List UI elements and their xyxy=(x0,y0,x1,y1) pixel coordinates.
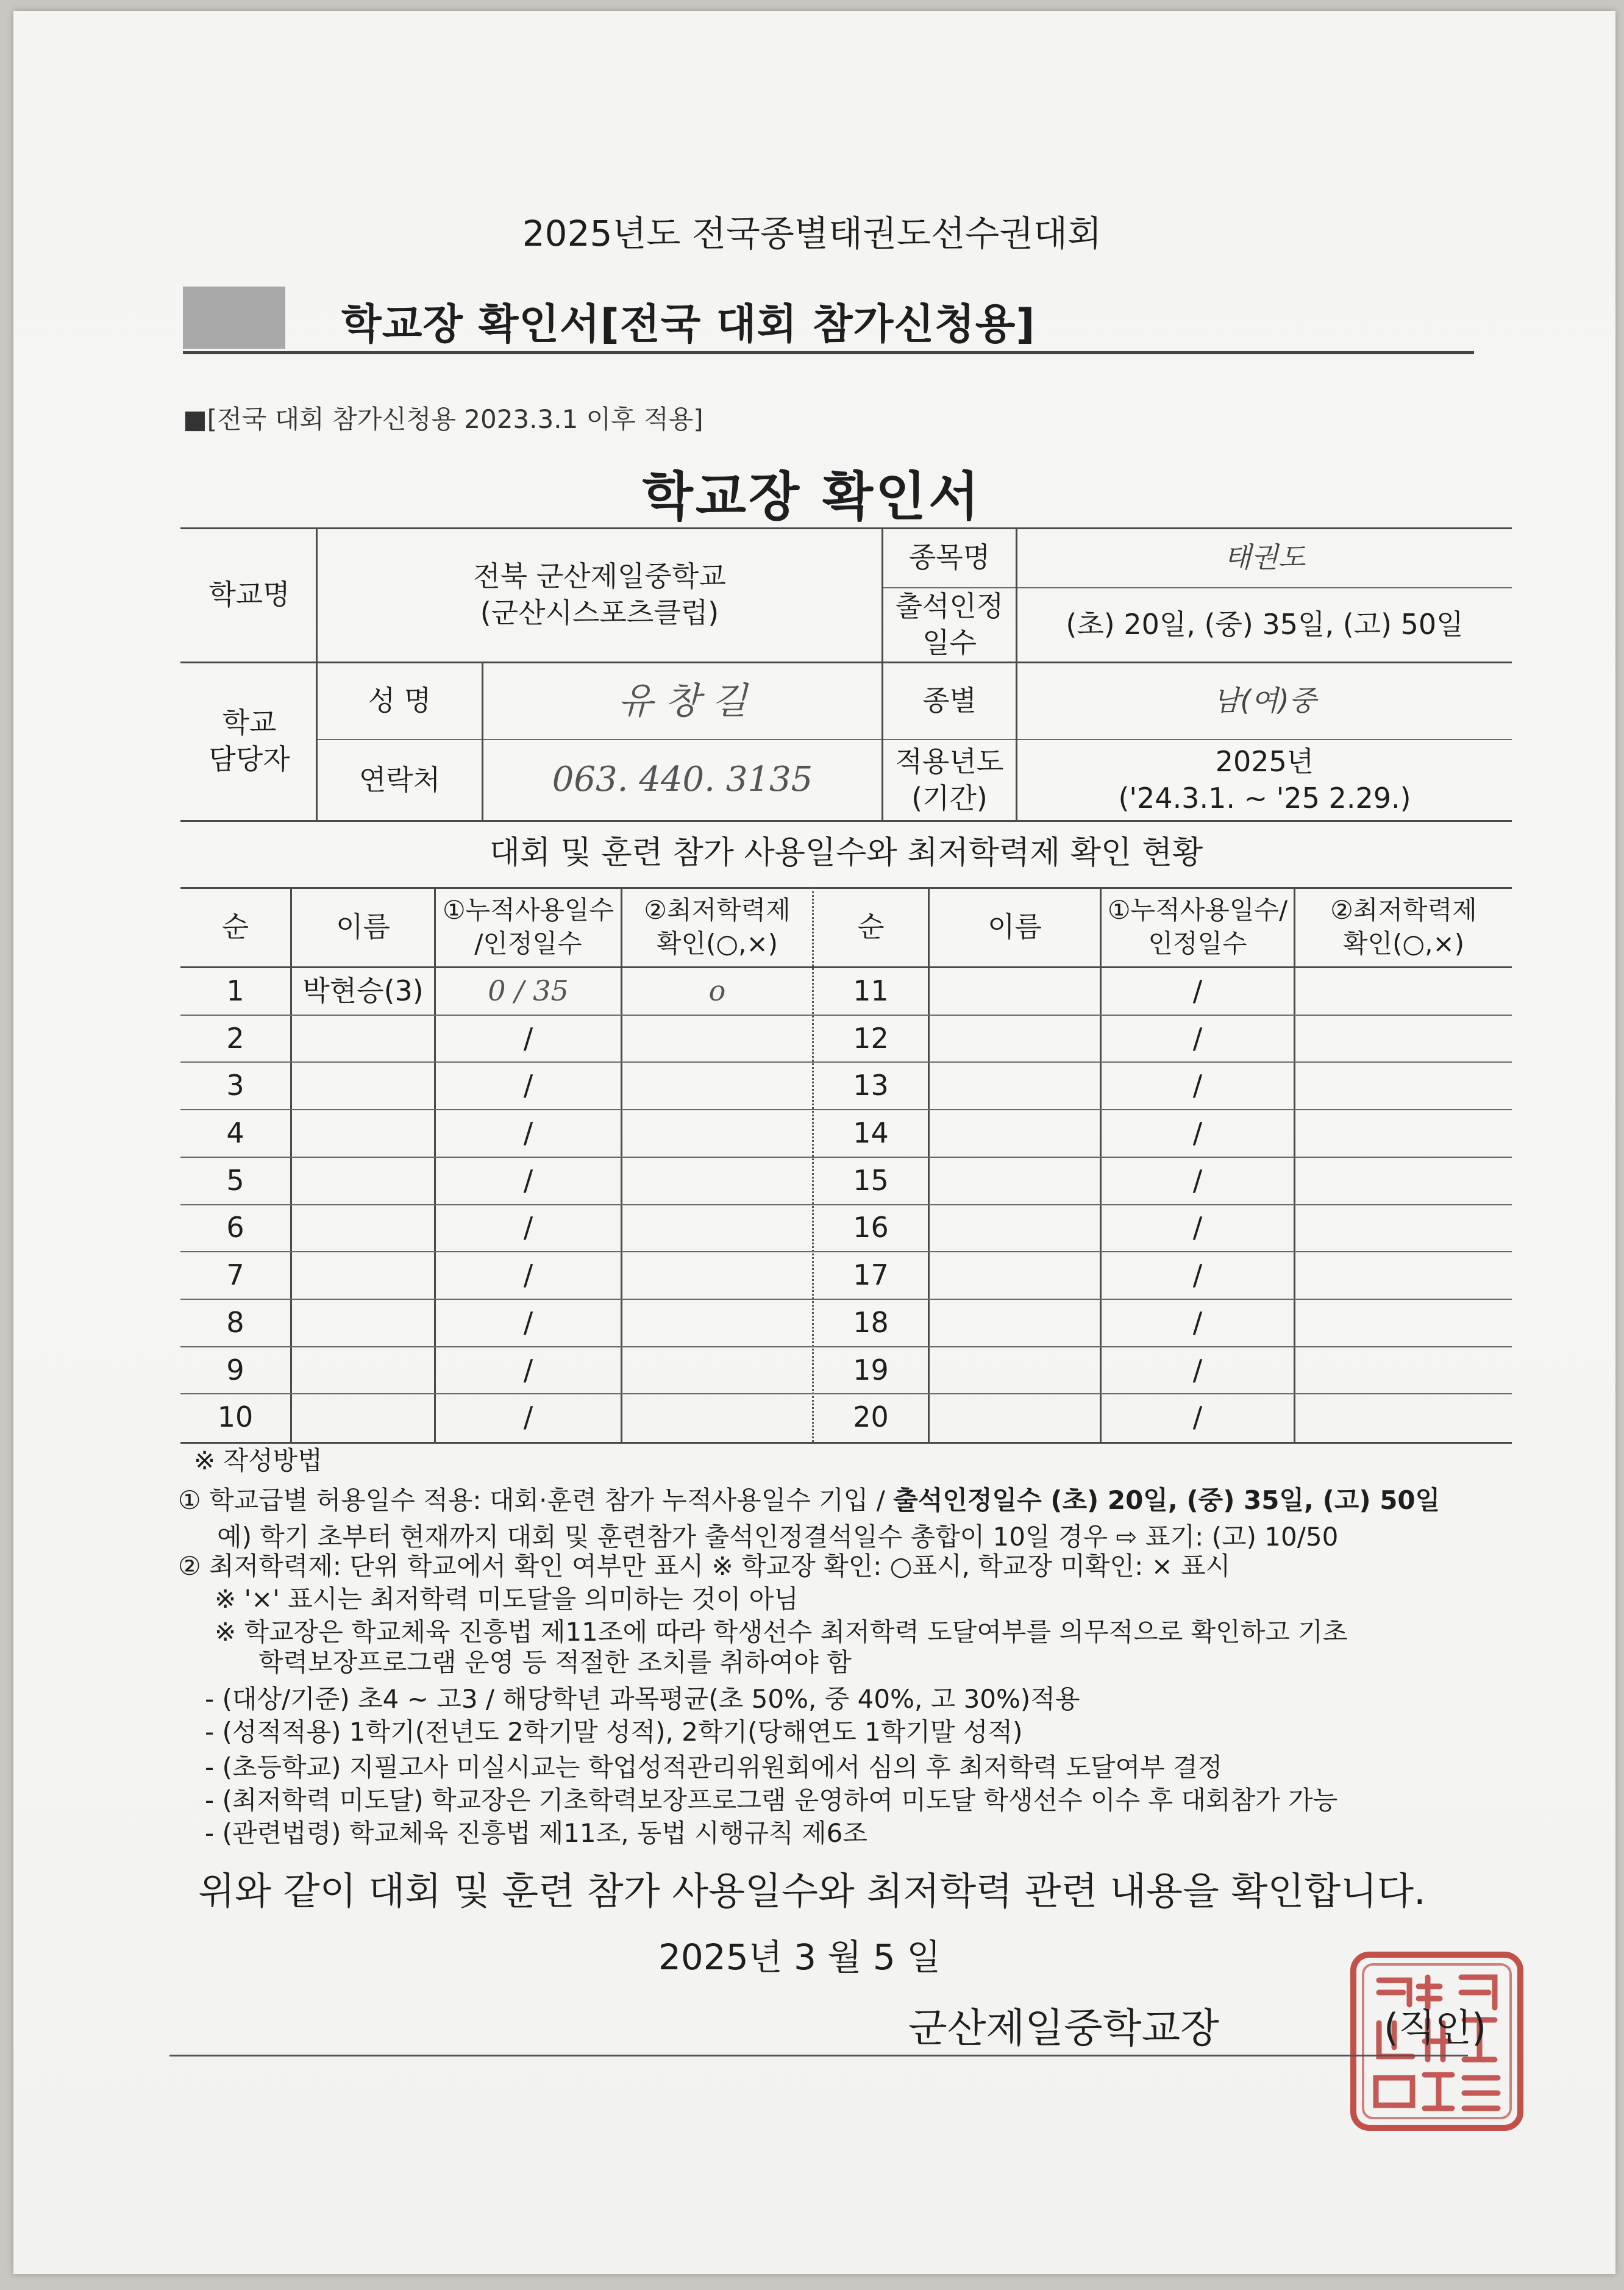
cell-name xyxy=(292,1394,434,1441)
signing-date: 2025년 3 월 5 일 xyxy=(658,1936,941,1978)
cell-name xyxy=(930,1110,1100,1157)
cell-usage: / xyxy=(523,1400,533,1434)
bottom-rule xyxy=(169,2055,1468,2056)
cell-check xyxy=(622,1205,812,1252)
cell-name xyxy=(292,1016,434,1062)
sport-value: 태권도 xyxy=(1223,541,1306,574)
cell-usage: / xyxy=(1192,974,1203,1007)
cell-no: 20 xyxy=(853,1400,889,1434)
cell-check xyxy=(622,1300,812,1346)
cell-no: 10 xyxy=(217,1400,254,1434)
cell-no: 8 xyxy=(226,1305,244,1339)
instr-line-10: - (최저학력 미도달) 학교장은 기초학력보장프로그램 운영하여 미도달 학생선수 이수 후 대회참가 가능 xyxy=(205,1785,1338,1815)
cell-no: 12 xyxy=(853,1021,889,1055)
cell-name xyxy=(930,1158,1100,1204)
cell-check xyxy=(1295,1252,1512,1299)
cell-usage: / xyxy=(523,1163,533,1197)
cell-check xyxy=(622,1252,812,1299)
apply-note: ■[전국 대회 참가신청용 2023.3.1 이후 적용] xyxy=(183,404,703,434)
cell-no: 18 xyxy=(853,1305,889,1339)
cell-name xyxy=(292,1063,434,1109)
instr-line-4: ※ '×' 표시는 최저학력 미도달을 의미하는 것이 아님 xyxy=(215,1584,799,1614)
instr-line-9: - (초등학교) 지필고사 미실시교는 학업성적관리위원회에서 심의 후 최저학력 도달여부 결정 xyxy=(205,1752,1223,1782)
cell-no: 17 xyxy=(853,1258,889,1292)
cell-usage: / xyxy=(523,1258,533,1292)
instr-line-1b: 출석인정일수 (초) 20일, (중) 35일, (고) 50일 xyxy=(893,1485,1441,1515)
cell-check xyxy=(1295,1063,1512,1109)
cell-check xyxy=(622,1016,812,1062)
cell-usage: / xyxy=(523,1211,533,1244)
cell-check xyxy=(1295,1300,1512,1346)
manager-name: 유 창 길 xyxy=(618,679,747,722)
header-name-left: 이름 xyxy=(336,910,390,944)
cell-check xyxy=(1295,1110,1512,1157)
header-usage-right: ①누적사용일수/ 인정일수 xyxy=(1107,895,1288,958)
cell-check: o xyxy=(708,974,726,1007)
cell-check xyxy=(1295,1394,1512,1441)
cell-name xyxy=(930,1394,1100,1441)
cell-check xyxy=(1295,1205,1512,1252)
cell-check xyxy=(1295,1158,1512,1204)
cell-name xyxy=(930,1016,1100,1062)
cell-usage: / xyxy=(1192,1400,1203,1434)
cell-no: 1 xyxy=(226,974,244,1007)
instr-line-2: 예) 학기 초부터 현재까지 대회 및 훈련참가 출석인정결석일수 총합이 10일 경우 ⇨ 표기: (고) 10/50 xyxy=(217,1522,1339,1552)
cell-usage: / xyxy=(523,1305,533,1339)
cell-no: 6 xyxy=(226,1211,244,1244)
manager-label: 학교 담당자 xyxy=(208,706,290,776)
cell-usage: / xyxy=(523,1021,533,1055)
header-no-right: 순 xyxy=(857,910,885,944)
cell-no: 19 xyxy=(853,1353,889,1386)
cell-usage: / xyxy=(1192,1116,1203,1150)
cell-usage: / xyxy=(523,1069,533,1102)
header-check-left: ②최저학력제 확인(○,×) xyxy=(644,895,791,958)
instr-line-5: ※ 학교장은 학교체육 진흥법 제11조에 따라 학생선수 최저학력 도달여부를 의무적으로 확인하고 기초 xyxy=(215,1617,1348,1647)
main-title: 학교장 확인서 xyxy=(642,466,982,527)
cell-no: 15 xyxy=(853,1163,889,1197)
attendance-label: 출석인정 일수 xyxy=(895,590,1004,659)
year-period: ('24.3.1. ~ '25 2.29.) xyxy=(1118,781,1411,815)
cell-check xyxy=(1295,1016,1512,1062)
cell-no: 5 xyxy=(226,1163,244,1197)
cell-no: 14 xyxy=(853,1116,889,1150)
cell-name xyxy=(930,1300,1100,1346)
cell-name xyxy=(292,1252,434,1299)
instr-line-6: 학력보장프로그램 운영 등 적절한 조치를 취하여야 함 xyxy=(258,1647,852,1677)
cell-no: 2 xyxy=(226,1021,244,1055)
school-label: 학교명 xyxy=(208,578,290,612)
cell-check xyxy=(1295,968,1512,1015)
event-title: 2025년도 전국종별태권도선수권대회 xyxy=(522,213,1102,254)
cell-no: 13 xyxy=(853,1069,889,1102)
cell-usage: / xyxy=(1192,1211,1203,1244)
header-no-left: 순 xyxy=(221,910,249,944)
cell-no: 11 xyxy=(853,974,889,1007)
cell-check xyxy=(622,1347,812,1394)
instr-line-1 xyxy=(178,1485,1441,1515)
cell-name xyxy=(292,1158,434,1204)
contact-label: 연락처 xyxy=(358,763,441,796)
cell-name xyxy=(292,1110,434,1157)
school-name-cell xyxy=(318,529,881,662)
cell-usage: / xyxy=(523,1116,533,1150)
cell-name xyxy=(930,1205,1100,1252)
cell-no: 9 xyxy=(226,1353,244,1386)
instr-line-1a: ① 학교급별 허용일수 적용: 대회·훈련 참가 누적사용일수 기입 / xyxy=(178,1485,894,1515)
doc-heading: 학교장 확인서[전국 대회 참가신청용] xyxy=(341,301,1036,349)
instr-line-7: - (대상/기준) 초4 ~ 고3 / 해당학년 과목평균(초 50%, 중 40%, 고 30%)적용 xyxy=(205,1684,1080,1714)
cell-check xyxy=(622,1158,812,1204)
cell-name xyxy=(930,968,1100,1015)
cell-usage: / xyxy=(1192,1021,1203,1055)
cell-name xyxy=(930,1252,1100,1299)
instr-line-8: - (성적적용) 1학기(전년도 2학기말 성적), 2학기(당해연도 1학기말 성적) xyxy=(205,1717,1023,1747)
cell-usage: / xyxy=(1192,1305,1203,1339)
cell-usage: / xyxy=(523,1353,533,1386)
closing-statement: 위와 같이 대회 및 훈련 참가 사용일수와 최저학력 관련 내용을 확인합니다. xyxy=(198,1869,1426,1913)
cell-no: 16 xyxy=(853,1211,889,1244)
year-label: 적용년도 (기간) xyxy=(895,744,1004,815)
cell-usage: / xyxy=(1192,1258,1203,1292)
school-club: (군산시스포츠클럽) xyxy=(480,596,719,629)
cell-check xyxy=(622,1394,812,1441)
sport-label: 종목명 xyxy=(908,541,991,574)
instr-title: ※ 작성방법 xyxy=(194,1446,322,1475)
name-label: 성 명 xyxy=(368,683,432,717)
cell-name xyxy=(292,1205,434,1252)
cell-name xyxy=(930,1347,1100,1394)
school-name: 전북 군산제일중학교 xyxy=(473,560,726,593)
gender-label: 종별 xyxy=(922,683,977,717)
status-title: 대회 및 훈련 참가 사용일수와 최저학력제 확인 현황 xyxy=(489,835,1203,872)
cell-name xyxy=(292,1300,434,1346)
cell-no: 4 xyxy=(226,1116,244,1150)
header-usage-left: ①누적사용일수 /인정일수 xyxy=(442,895,614,958)
cell-usage: / xyxy=(1192,1163,1203,1197)
seal-mark-text: (직인) xyxy=(1384,2005,1487,2050)
attendance-value: (초) 20일, (중) 35일, (고) 50일 xyxy=(1066,608,1464,641)
cell-name xyxy=(292,1347,434,1394)
cell-check xyxy=(622,1110,812,1157)
heading-marker xyxy=(183,287,285,349)
cell-usage: / xyxy=(1192,1353,1203,1386)
cell-check xyxy=(622,1063,812,1109)
cell-usage: 0 / 35 xyxy=(488,974,569,1007)
cell-name xyxy=(930,1063,1100,1109)
signer-name: 군산제일중학교장 xyxy=(908,2005,1220,2052)
heading-rule xyxy=(183,351,1474,354)
cell-usage: / xyxy=(1192,1069,1203,1102)
cell-no: 7 xyxy=(226,1258,244,1292)
instr-line-3: ② 최저학력제: 단위 학교에서 확인 여부만 표시 ※ 학교장 확인: ○표시, 학교장 미확인: × 표시 xyxy=(178,1551,1231,1581)
instr-line-11: - (관련법령) 학교체육 진흥법 제11조, 동법 시행규칙 제6조 xyxy=(205,1818,867,1848)
header-check-right: ②최저학력제 확인(○,×) xyxy=(1330,895,1477,958)
gender-value: 남(여)중 xyxy=(1213,683,1317,717)
cell-name: 박현승(3) xyxy=(302,974,424,1007)
cell-no: 3 xyxy=(226,1069,244,1102)
header-name-right: 이름 xyxy=(988,910,1042,944)
cell-check xyxy=(1295,1347,1512,1394)
year-value: 2025년 xyxy=(1215,744,1314,778)
contact-value: 063. 440. 3135 xyxy=(552,760,813,800)
year-cell xyxy=(1017,740,1512,820)
